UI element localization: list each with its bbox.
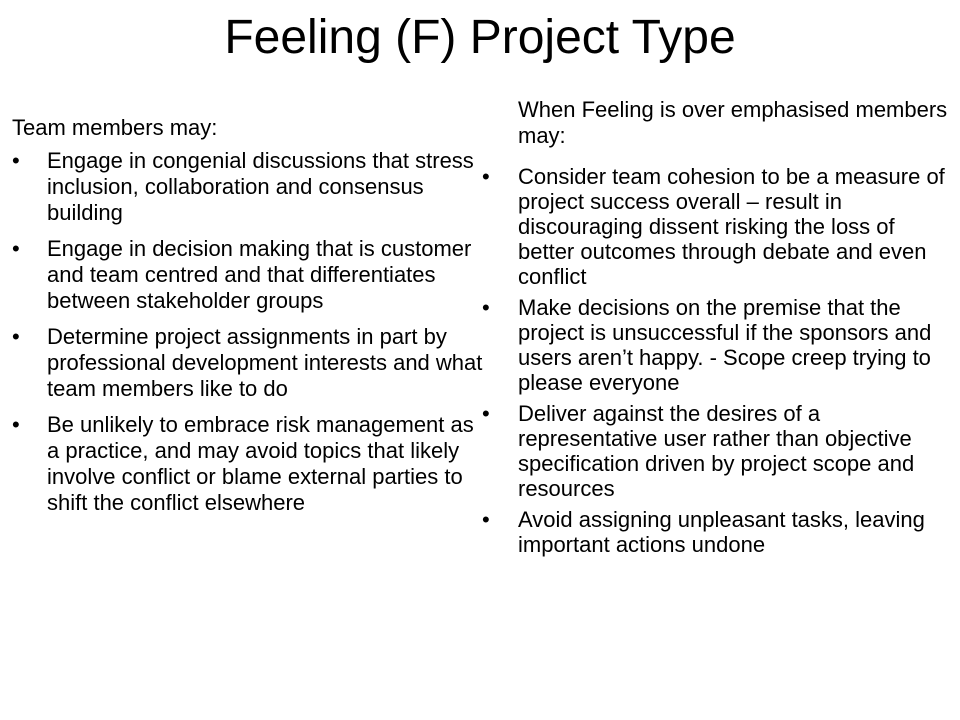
bullet-icon: • — [12, 148, 20, 173]
bullet-text: Be unlikely to embrace risk management as a practice, and may avoid topics that likely involve conflict or blame external parties to shift the conflict elsewhere — [47, 412, 474, 515]
bullet-icon: • — [482, 401, 490, 426]
bullet-text: Determine project assignments in part by professional development interests and what team members like to do — [47, 324, 483, 401]
bullet-text: Deliver against the desires of a representative user rather than objective specification driven by project scope and resources — [518, 401, 915, 501]
list-item — [480, 295, 950, 395]
list-item — [12, 236, 490, 314]
list-item — [12, 324, 490, 402]
bullet-icon: • — [12, 324, 20, 349]
right-bullet-list — [480, 164, 950, 563]
list-item — [12, 412, 490, 516]
bullet-text: Avoid assigning unpleasant tasks, leaving important actions undone — [518, 507, 925, 557]
list-item — [12, 148, 490, 226]
bullet-text: Engage in decision making that is customer and team centred and that differentiates between stakeholder groups — [47, 236, 472, 313]
bullet-icon: • — [12, 412, 20, 437]
left-bullet-list — [12, 148, 490, 526]
bullet-icon: • — [482, 507, 490, 532]
bullet-icon: • — [482, 164, 490, 189]
slide-title: Feeling (F) Project Type — [224, 11, 736, 64]
bullet-icon: • — [12, 236, 20, 261]
bullet-text: Make decisions on the premise that the project is unsuccessful if the sponsors and users aren’t happy. - Scope creep trying to please everyone — [518, 295, 932, 395]
bullet-icon: • — [482, 295, 490, 320]
list-item — [480, 507, 950, 557]
list-item — [480, 401, 950, 501]
left-intro: Team members may: — [12, 115, 218, 140]
bullet-text: Consider team cohesion to be a measure of project success overall – result in discouraging dissent risking the loss of better outcomes through debate and even conflict — [518, 164, 945, 289]
bullet-text: Engage in congenial discussions that stress inclusion, collaboration and consensus building — [47, 148, 474, 225]
list-item — [480, 164, 950, 289]
right-intro: When Feeling is over emphasised members may: — [518, 97, 948, 148]
